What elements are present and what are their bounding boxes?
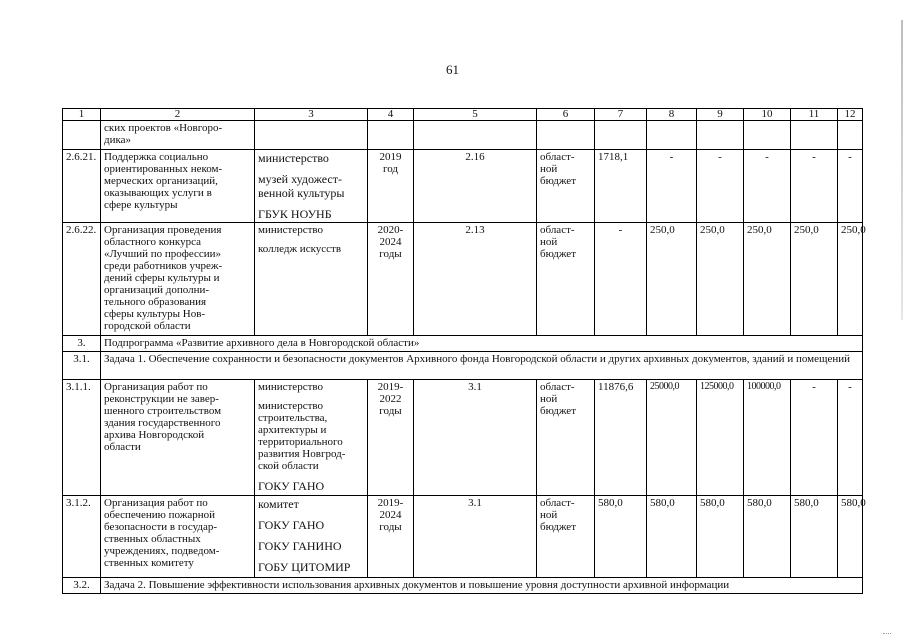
header-cell: 8: [647, 109, 697, 121]
scan-corner-mark: [883, 629, 891, 634]
value-2023: 580,0: [791, 496, 838, 578]
text-line: «Лучший по профессии»: [104, 248, 222, 260]
target-indicator: 2.16: [414, 150, 537, 223]
period: [368, 150, 414, 223]
text-line: городской области: [104, 320, 191, 332]
text-line: областного конкурса: [104, 236, 202, 248]
period: [368, 380, 414, 496]
value-2021: 250,0: [697, 223, 744, 336]
value-2020: -: [647, 150, 697, 223]
text-line: ской области: [258, 460, 319, 472]
value-2022: 580,0: [744, 496, 791, 578]
executors: министерство музей художест- венной культуры ГБУК НОУНБ: [255, 150, 368, 223]
text-line: област-: [540, 497, 575, 509]
page-number: 61: [446, 62, 459, 77]
header-row: [63, 109, 863, 121]
text-line: территориального: [258, 436, 343, 448]
header-cell: 4: [368, 109, 414, 121]
target-indicator: 3.1: [414, 380, 537, 496]
text-line: 2024: [379, 236, 402, 248]
text-line: 2020-: [377, 224, 404, 236]
value-2021: 125000,0: [697, 380, 744, 496]
row-number: 3.1.2.: [63, 496, 101, 578]
value-2024: -: [838, 380, 863, 496]
task-title: Задача 2. Повышение эффективности использования архивных документов и повышение уровня доступности архивной информации: [101, 578, 863, 594]
target-indicator: 3.1: [414, 496, 537, 578]
text-line: дика»: [104, 134, 132, 146]
activities-table: [62, 108, 866, 594]
task-number: 3.1.: [63, 352, 101, 380]
section-number: 3.: [63, 336, 101, 352]
task-number: 3.2.: [63, 578, 101, 594]
text-line: бюджет: [540, 521, 576, 533]
row-number: 2.6.21.: [63, 150, 101, 223]
text-line: ориентированных неком-: [104, 163, 223, 175]
header-cell: 12: [838, 109, 863, 121]
text-line: бюджет: [540, 175, 576, 187]
text-line: Организация работ по: [104, 381, 208, 393]
header-cell: 10: [744, 109, 791, 121]
table-row: [63, 150, 863, 223]
text-line: дений сферы культуры и: [104, 272, 220, 284]
text-line: бюджет: [540, 405, 576, 417]
header-cell: 6: [537, 109, 595, 121]
text-line: ной: [540, 509, 558, 521]
text-line: министерство: [258, 400, 324, 412]
text-line: музей художест-: [258, 172, 342, 186]
header-cell: 5: [414, 109, 537, 121]
text-line: области: [104, 441, 141, 453]
text-line: ной: [540, 163, 558, 175]
continuation-row: [63, 121, 863, 150]
text-line: среди работников учреж-: [104, 260, 223, 272]
section-title: Подпрограмма «Развитие архивного дела в Новгородской области»: [101, 336, 863, 352]
text-line: ственных областных: [104, 533, 201, 545]
text-line: 2022: [379, 393, 402, 405]
header-cell: 9: [697, 109, 744, 121]
value-2019: 580,0: [595, 496, 647, 578]
activity-name: [101, 223, 255, 336]
text-line: годы: [379, 521, 402, 533]
value-2021: -: [697, 150, 744, 223]
text-line: учреждениях, подведом-: [104, 545, 220, 557]
text-line: год: [382, 163, 399, 175]
text-line: оказывающих услуги в: [104, 187, 212, 199]
task-title: Задача 1. Обеспечение сохранности и безопасности документов Архивного фонда Новгородской области и других архивных документов, зданий и помещений: [101, 352, 863, 380]
text-line: ственных комитету: [104, 557, 194, 569]
value-2023: 250,0: [791, 223, 838, 336]
text-line: здания государственного: [104, 417, 221, 429]
task-row: [63, 578, 863, 594]
funding-source: [537, 223, 595, 336]
activity-name: [101, 496, 255, 578]
row-number: 2.6.22.: [63, 223, 101, 336]
value-2020: 580,0: [647, 496, 697, 578]
row-number: 3.1.1.: [63, 380, 101, 496]
text-line: шенного строительством: [104, 405, 222, 417]
header-cell: 3: [255, 109, 368, 121]
text-line: тельного образования: [104, 296, 207, 308]
text-line: 2019-: [377, 381, 404, 393]
executors: комитет ГОКУ ГАНО ГОКУ ГАНИНО ГОБУ ЦИТОМИР: [255, 496, 368, 578]
text-line: реконструкции не завер-: [104, 393, 219, 405]
header-cell: 7: [595, 109, 647, 121]
header-cell: 1: [63, 109, 101, 121]
text-line: област-: [540, 224, 575, 236]
value-2023: -: [791, 380, 838, 496]
text-line: ских проектов «Новгоро-: [104, 122, 223, 134]
task-row: [63, 352, 863, 380]
continuation-text: [101, 121, 255, 150]
activity-name: [101, 380, 255, 496]
text-line: Организация работ по: [104, 497, 208, 509]
value-2024: 580,0: [838, 496, 863, 578]
activity-name: [101, 150, 255, 223]
table-row: [63, 380, 863, 496]
table-row: [63, 223, 863, 336]
text-line: област-: [540, 151, 575, 163]
text-line: годы: [379, 405, 402, 417]
text-line: обеспечению пожарной: [104, 509, 216, 521]
period: [368, 223, 414, 336]
section-row: [63, 336, 863, 352]
text-line: 2019: [379, 151, 402, 163]
text-line: бюджет: [540, 248, 576, 260]
funding-source: [537, 150, 595, 223]
funding-source: [537, 496, 595, 578]
text-line: архитектуры и: [258, 424, 327, 436]
funding-source: [537, 380, 595, 496]
header-cell: 2: [101, 109, 255, 121]
executors: министерство министерство строительства, архитектуры и территориального развития Новгрод- ской области ГОКУ ГАНО: [255, 380, 368, 496]
value-2022: 100000,0: [744, 380, 791, 496]
text-line: Организация проведения: [104, 224, 222, 236]
value-2019: 11876,6: [595, 380, 647, 496]
text-line: сфере культуры: [104, 199, 178, 211]
value-2024: 250,0: [838, 223, 863, 336]
text-line: организаций дополни-: [104, 284, 210, 296]
period: [368, 496, 414, 578]
target-indicator: 2.13: [414, 223, 537, 336]
text-line: архива Новгородской: [104, 429, 205, 441]
text-line: ной: [540, 236, 558, 248]
table-row: [63, 496, 863, 578]
text-line: 2019-: [377, 497, 404, 509]
text-line: развития Новгрод-: [258, 448, 346, 460]
value-2019: 1718,1: [595, 150, 647, 223]
text-line: венной культуры: [258, 186, 345, 200]
value-2021: 580,0: [697, 496, 744, 578]
value-2020: 250,0: [647, 223, 697, 336]
text-line: безопасности в государ-: [104, 521, 218, 533]
value-2022: -: [744, 150, 791, 223]
text-line: сферы культуры Нов-: [104, 308, 206, 320]
text-line: ной: [540, 393, 558, 405]
text-line: 2024: [379, 509, 402, 521]
text-line: Поддержка социально: [104, 151, 209, 163]
value-2022: 250,0: [744, 223, 791, 336]
text-line: мерческих организаций,: [104, 175, 218, 187]
value-2019: -: [595, 223, 647, 336]
header-cell: 11: [791, 109, 838, 121]
text-line: годы: [379, 248, 402, 260]
value-2024: -: [838, 150, 863, 223]
value-2020: 25000,0: [647, 380, 697, 496]
scan-edge-mark: [901, 20, 903, 320]
executors: министерство колледж искусств: [255, 223, 368, 336]
text-line: област-: [540, 381, 575, 393]
text-line: строительства,: [258, 412, 328, 424]
value-2023: -: [791, 150, 838, 223]
